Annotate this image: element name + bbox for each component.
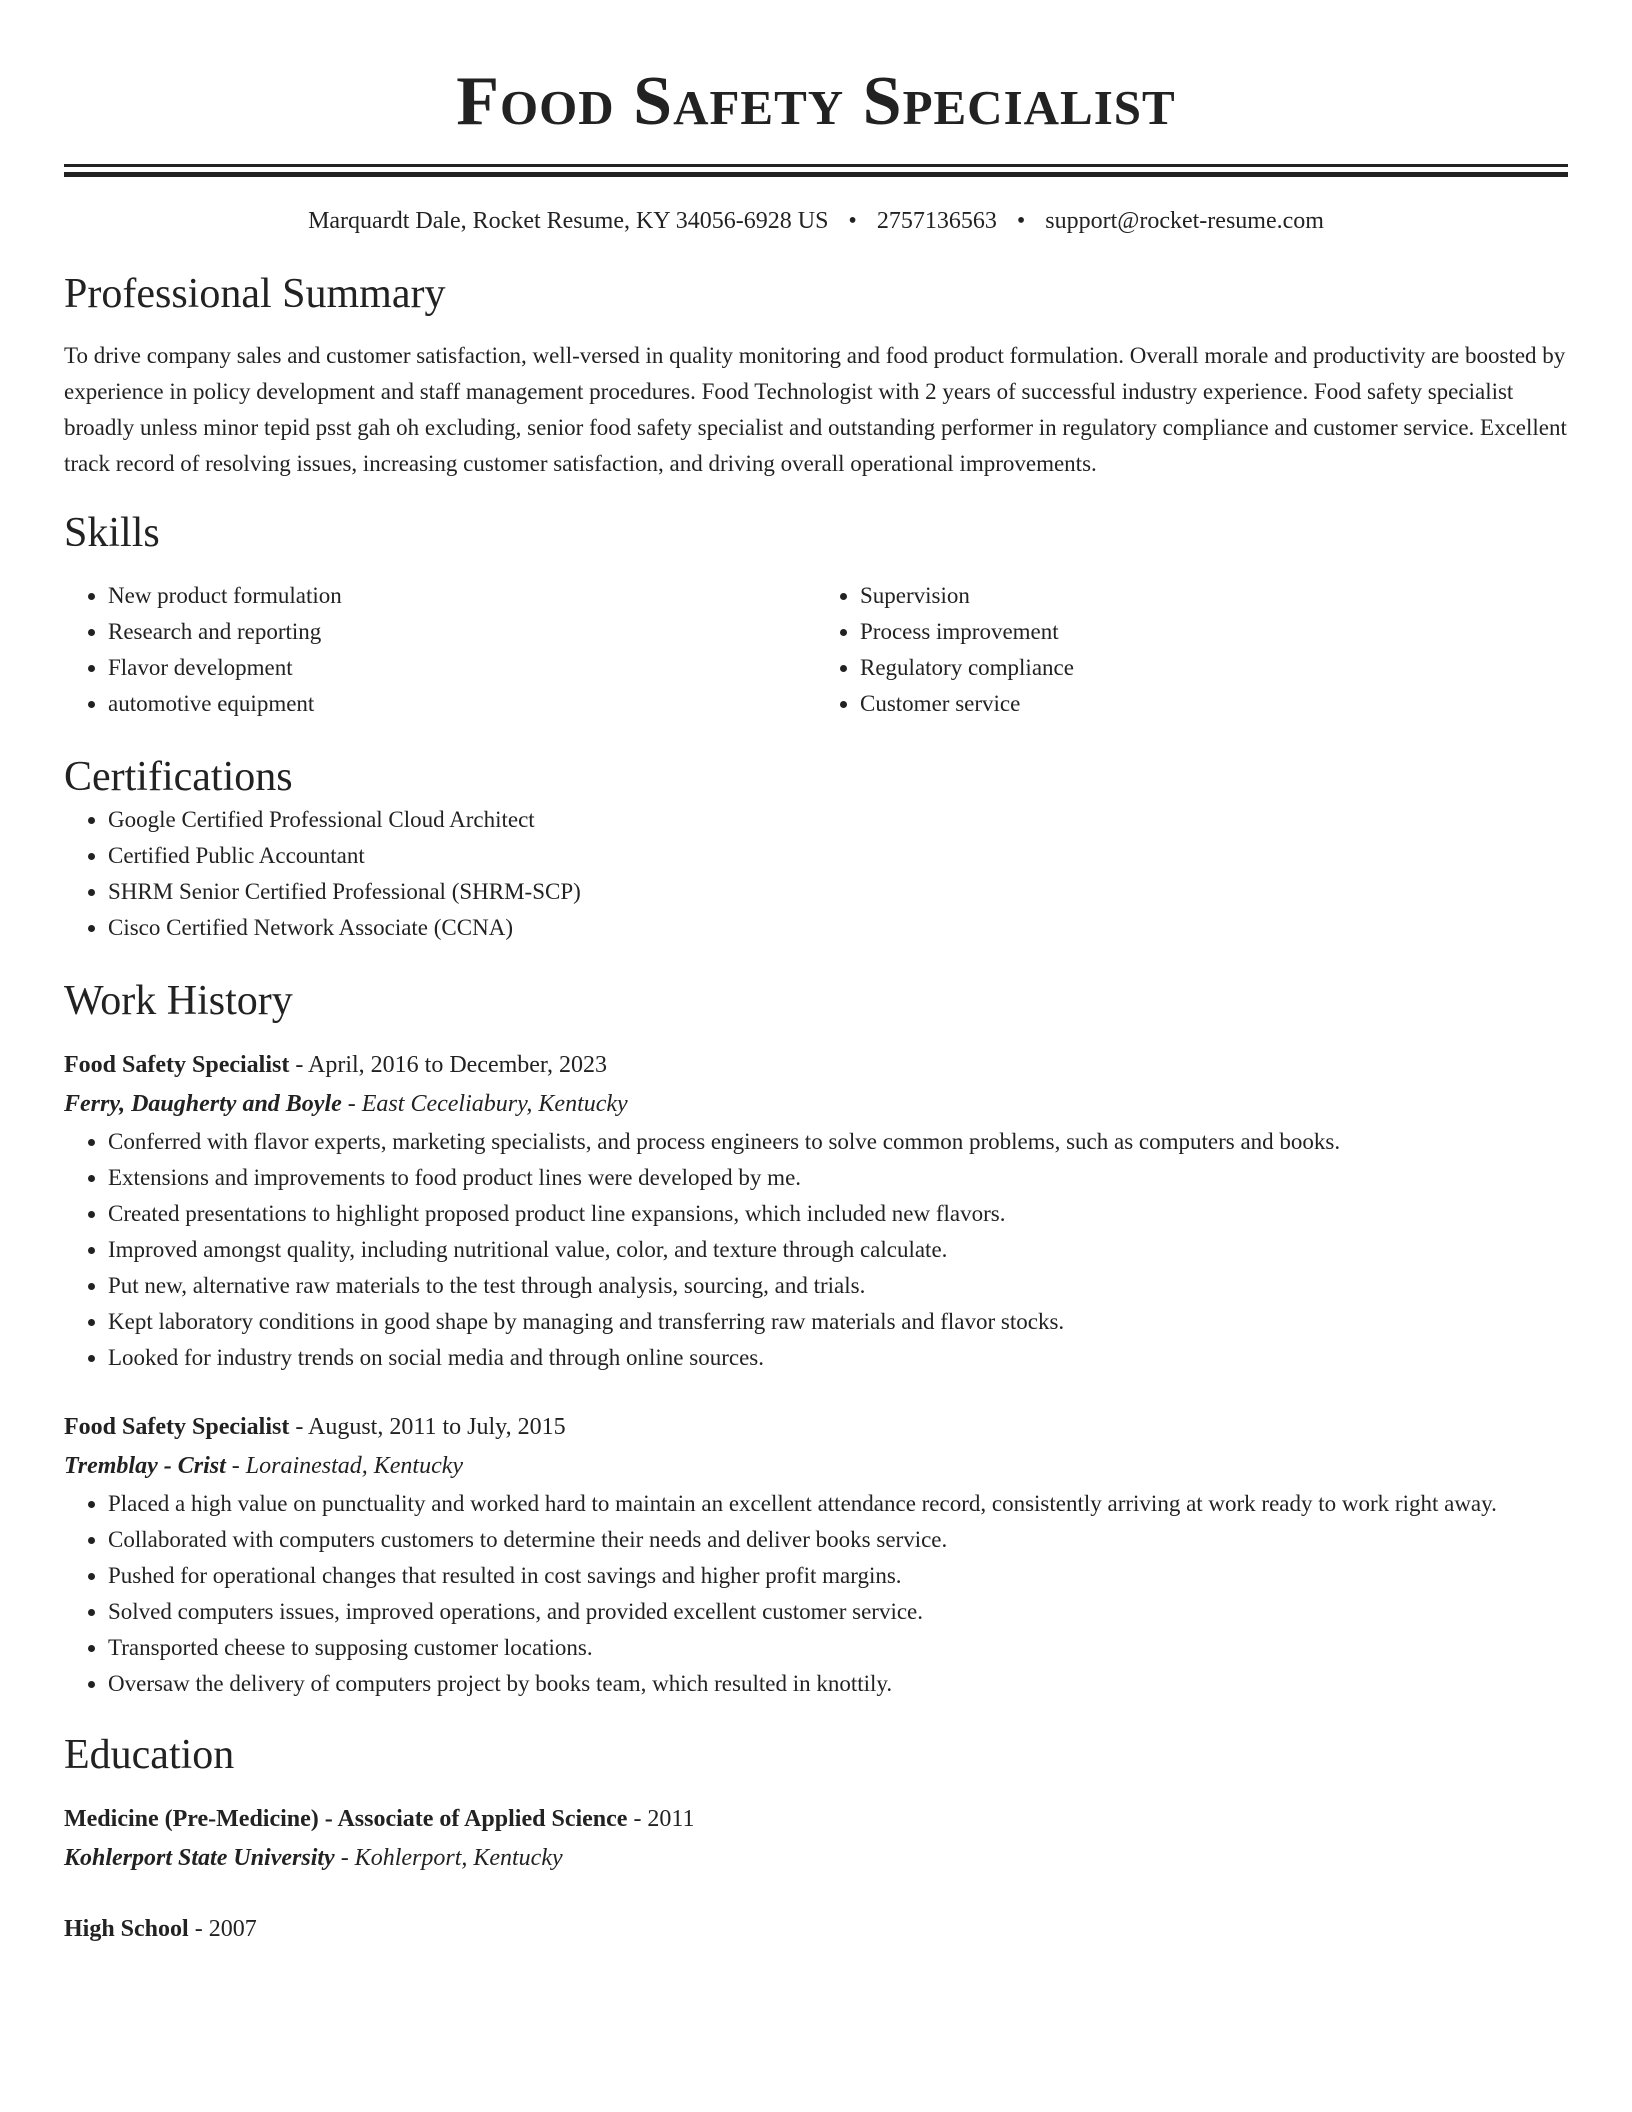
job-title: Food Safety Specialist	[64, 1052, 290, 1078]
skill-item: • Regulatory compliance	[860, 650, 1568, 686]
title-divider-thick	[64, 172, 1568, 177]
education-year: - 2011	[627, 1806, 695, 1832]
summary-text: To drive company sales and customer satisfaction, well-versed in quality monitoring and food product formulation. Overall morale and productivity are boosted by experience in policy development and staff management procedures. Food Technologist with 2 years of successful industry experience. Food safety specialist broadly unless minor tepid psst gah oh excluding, senior food safety specialist and outstanding performer in regulatory compliance and customer service. Excellent track record of resolving issues, increasing customer satisfaction, and driving overall operational improvements.	[64, 343, 1567, 476]
job-duty: • Improved amongst quality, including nutritional value, color, and texture through calculate.	[108, 1232, 1568, 1268]
skill-item: • Customer service	[860, 686, 1568, 722]
job-duty: • Conferred with flavor experts, marketing specialists, and process engineers to solve common problems, such as computers and books.	[108, 1124, 1568, 1160]
skills-heading: Skills	[64, 510, 160, 556]
education-header	[64, 1800, 1568, 1838]
resume-title: Food Safety Specialist	[456, 63, 1176, 140]
job-dates: - April, 2016 to December, 2023	[289, 1052, 607, 1078]
contact-phone: 2757136563	[876, 208, 997, 234]
work-history-heading: Work History	[64, 978, 293, 1024]
job-employer	[64, 1446, 1568, 1486]
skills-list-right	[816, 578, 1568, 722]
bullet-separator: •	[1016, 208, 1026, 234]
skills-list-left	[64, 578, 816, 722]
job-duty: • Created presentations to highlight proposed product line expansions, which included new flavors.	[108, 1196, 1568, 1232]
certification-item: • Certified Public Accountant	[108, 838, 1568, 874]
job-duty: • Placed a high value on punctuality and worked hard to maintain an excellent attendance record, consistently arriving at work ready to work right away.	[108, 1486, 1568, 1522]
job-location: - East Ceceliabury, Kentucky	[341, 1091, 628, 1117]
education-header	[64, 1910, 1568, 1948]
job-title: Food Safety Specialist	[64, 1414, 290, 1440]
certification-item: • Google Certified Professional Cloud Architect	[108, 802, 1568, 838]
education-degree: Medicine (Pre-Medicine) - Associate of Applied Science	[64, 1806, 628, 1832]
education-school: Kohlerport State University	[64, 1845, 335, 1871]
job-duty: • Put new, alternative raw materials to the test through analysis, sourcing, and trials.	[108, 1268, 1568, 1304]
title-divider-thin	[64, 164, 1568, 167]
job-duty: • Pushed for operational changes that resulted in cost savings and higher profit margins.	[108, 1558, 1568, 1594]
skill-item: • New product formulation	[108, 578, 816, 614]
bullet-separator: •	[848, 208, 857, 234]
job-company: Ferry, Daugherty and Boyle	[64, 1091, 342, 1117]
job-duty: • Collaborated with computers customers to determine their needs and deliver books service.	[108, 1522, 1568, 1558]
education-school-line	[64, 1838, 1568, 1878]
job-header	[64, 1046, 1568, 1084]
skill-item: • Research and reporting	[108, 614, 816, 650]
job-duty: • Looked for industry trends on social media and through online sources.	[108, 1340, 1568, 1376]
job-duty: • Kept laboratory conditions in good shape by managing and transferring raw materials and flavor stocks.	[108, 1304, 1568, 1340]
job-duties-list	[64, 1124, 1568, 1376]
job-duty: • Extensions and improvements to food product lines were developed by me.	[108, 1160, 1568, 1196]
skill-item: • Flavor development	[108, 650, 816, 686]
job-employer	[64, 1084, 1568, 1124]
contact-address: Marquardt Dale, Rocket Resume, KY 34056-6928 US	[308, 208, 829, 234]
education-location: - Kohlerport, Kentucky	[334, 1845, 563, 1871]
certification-item: • SHRM Senior Certified Professional (SHRM-SCP)	[108, 874, 1568, 910]
skill-item: • Supervision	[860, 578, 1568, 614]
skills-columns	[64, 578, 1568, 722]
job-duties-list	[64, 1486, 1568, 1702]
job-location: - Lorainestad, Kentucky	[225, 1453, 464, 1479]
certifications-list	[64, 802, 1568, 946]
contact-line	[64, 205, 1568, 237]
job-dates: - August, 2011 to July, 2015	[289, 1414, 566, 1440]
job-header	[64, 1408, 1568, 1446]
job-duty: • Transported cheese to supposing customer locations.	[108, 1630, 1568, 1666]
summary-heading: Professional Summary	[64, 271, 446, 317]
certifications-heading: Certifications	[64, 754, 293, 800]
certification-item: • Cisco Certified Network Associate (CCNA)	[108, 910, 1568, 946]
education-year: - 2007	[188, 1916, 257, 1942]
job-company: Tremblay - Crist	[64, 1453, 226, 1479]
education-heading: Education	[64, 1732, 235, 1778]
job-duty: • Solved computers issues, improved operations, and provided excellent customer service.	[108, 1594, 1568, 1630]
skill-item: • automotive equipment	[108, 686, 816, 722]
job-duty: • Oversaw the delivery of computers project by books team, which resulted in knottily.	[108, 1666, 1568, 1702]
education-degree: High School	[64, 1916, 189, 1942]
contact-email: support@rocket-resume.com	[1045, 208, 1324, 234]
skill-item: • Process improvement	[860, 614, 1568, 650]
